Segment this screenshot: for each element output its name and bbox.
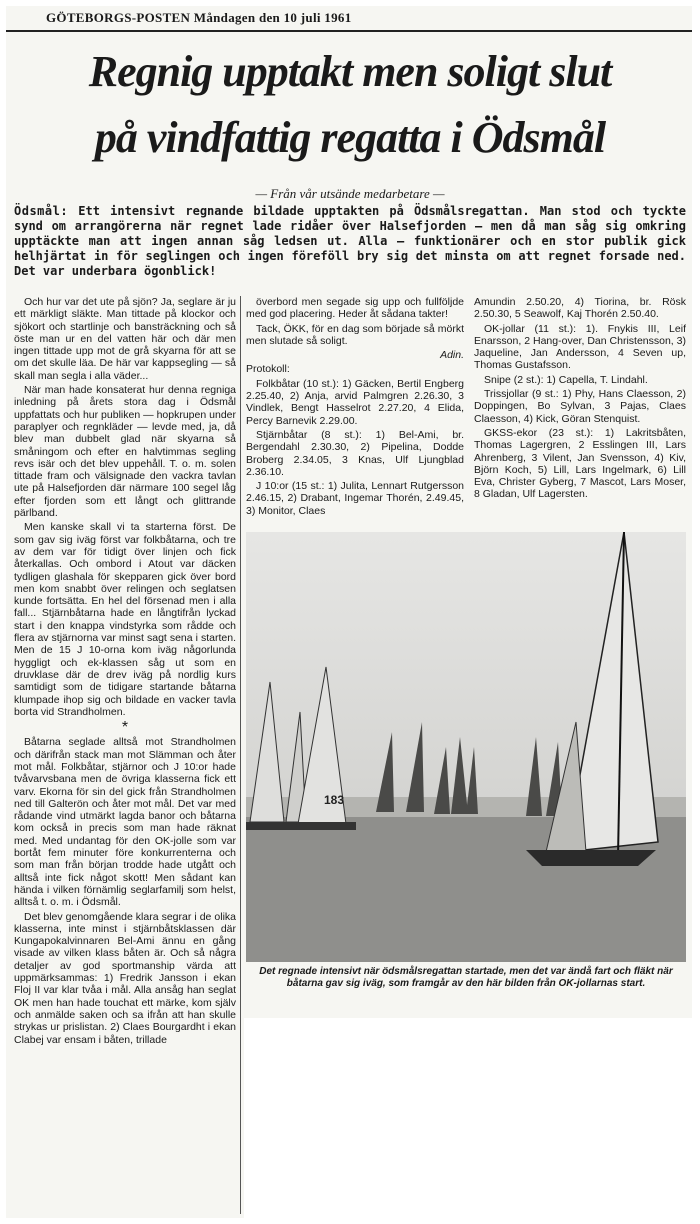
result-entry: J 10:or (15 st.: 1) Julita, Lennart Rutgersson 2.46.15, 2) Drabant, Ingemar Thorén, 2.49.45, 3) Monitor, Claes: [246, 480, 464, 517]
body-paragraph: överbord men segade sig upp och fullföljde med god placering. Heder åt sådana takter!: [246, 296, 464, 321]
column-3: [474, 296, 686, 526]
result-entry: Trissjollar (9 st.: 1) Phy, Hans Claesson, 2) Doppingen, Bo Sylvan, 3 Pajas, Claes Claesson, 4) Kick, Göran Stenquist.: [474, 388, 686, 425]
result-entry: GKSS-ekor (23 st.): 1) Lakritsbåten, Thomas Lagergren, 2 Esslingen III, Lars Ahrenberg, 3 Vilent, Jan Svensson, 4) Kiv, Björn Koch, 5) Lill, Lars Ingelmark, 6) Lill Eva, Christer Gyberg, 7 Mascot, Lars Moser, 8 Gladan, Ulf Lagersten.: [474, 426, 686, 501]
photo-caption: Det regnade intensivt när ödsmålsregattan startade, men det var ändå fart och fläkt när båtarna gav sig iväg, som framgår av den här bilden från OK-jollarnas start.: [259, 966, 673, 989]
column-1: [14, 296, 236, 1214]
author-signature: Adin.: [440, 349, 464, 362]
section-asterisk: *: [121, 719, 129, 737]
masthead-rule: [6, 30, 692, 32]
masthead: GÖTEBORGS-POSTEN Måndagen den 10 juli 1961: [46, 10, 352, 25]
body-paragraph: Tack, ÖKK, för en dag som började så mörkt men slutade så soligt.: [246, 322, 464, 347]
regatta-photo: [246, 532, 686, 962]
lead-text: Ett intensivt regnande bildade upptakten på Ödsmålsregattan. Man stod och tyckte synd om arrangörerna när regnet lade ridåer över Halsefjorden — men då man såg sig omkring upptäckte man att ingen annan såg ledsen ut. Alla — funktionärer och en stor publik gick helhjärtat in för seglingen och ingen föreföll bry sig det minsta om att regnet forsade ned. Det var underbara ögonblick!: [14, 204, 686, 278]
result-entry: Amundin 2.50.20, 4) Tiorina, br. Rösk 2.50.30, 5 Seawolf, Kaj Thorén 2.50.40.: [474, 296, 686, 321]
byline: — Från vår utsände medarbetare —: [255, 186, 445, 201]
body-paragraph: Det blev genomgående klara segrar i de olika klasserna, inte minst i stjärnbåtsklassen där Kungapokalvinnaren Bel-Ami ännu en gång visade av vilken klass båten är. Och så några detaljer av god sportmanship värda att uppmärksammas: 1) Fredrik Jansson i ekan Floj II var klar tvåa i mål. Alla ansåg han seglat OK men han hade touchat ett märke, kom själv och anmälde saken och sa ifrån att han skulle strykas ur prislistan. 2) Claes Bourgardht i ekan Clabej var ensam i båten, trillade: [14, 910, 236, 1046]
body-paragraph: När man hade konsaterat hur denna regniga inledning på årets stora dag i Ödsmål uppfattats och hur publiken — hopkrupen under paraplyer och regnkläder — levde med, ja, då blev man dubbelt glad när skyarna så småningom och efter en halvtimmas segling revs isär och det blev uppehåll. T. o. m. solen tittade fram och välsignade den vackra tavlan ute på Halsefjorden där närmare 100 segel låg efter fjorden som ett långt och glittrande pärlband.: [14, 384, 236, 520]
headline-line-1: Regnig upptakt men soligt slut: [88, 47, 612, 96]
column-2: [246, 296, 464, 526]
result-entry: OK-jollar (11 st.): 1). Fnykis III, Leif Enarsson, 2 Hang-over, Dan Christensson, 3) Jaqueline, Jan Andersson, 4 Seven up, Thomas Gustafsson.: [474, 322, 686, 372]
column-divider: [240, 296, 241, 1214]
headline-line-2: på vindfattig regatta i Ödsmål: [94, 113, 606, 162]
body-paragraph: Och hur var det ute på sjön? Ja, seglare är ju ett märkligt släkte. Man tittade på klockor och sjökort och startlinje och bansträckning och så öste man ur en del vatten här och där men ingen tittade upp mot de grå skyarna för att se om det skulle läa. De här var kappsegling — så skall man segla i alla väder...: [14, 296, 236, 382]
lead-paragraph: [14, 204, 686, 279]
result-entry: Snipe (2 st.): 1) Capella, T. Lindahl.: [484, 373, 648, 386]
sail-number-label: 183: [324, 793, 345, 807]
body-paragraph: Men kanske skall vi ta starterna först. De som gav sig iväg först var folkbåtarna, och tre av dem var för tidigt över linjen och fick återkallas. Och ombord i Atout var däcken tydligen glashala för skepparen gick över bord men kom snabbt över relingen och seglatsen kunde fortsätta. En hel del försenad men i alla fall... Stjärnbåtarna hade en långtifrån lyckad start i den knappa vindstyrka som rådde och flera av stjärnorna var minst sagt sena i starten. Men de 15 J 10-orna kom iväg någorlunda hyggligt och ek-klassen såg ut som en druvklase där de drev iväg på nordlig kurs samtidigt som de tidigare startande båtarna klumpade ihop sig och bildade en vacker tavla borta vid Strandholmen.: [14, 521, 236, 718]
page-margin: [244, 1018, 692, 1218]
result-entry: Stjärnbåtar (8 st.): 1) Bel-Ami, br. Bergendahl 2.30.30, 2) Pipelina, Dodde Broberg 2.34.05, 3 Knas, Ulf Ljungblad 2.36.10.: [246, 428, 464, 478]
result-entry: Folkbåtar (10 st.): 1) Gäcken, Bertil Engberg 2.25.40, 2) Anja, arvid Palmgren 2.26.30, 3 Vindlek, Bengt Hasselrot 2.27.20, 4 Elida, Percy Barnevik 2.29.00.: [246, 377, 464, 427]
body-paragraph: Båtarna seglade alltså mot Strandholmen och därifrån stack man mot Slämman och åter mot mål. Folkbåtar, stjärnor och J 10:or hade tvåvarvsbana men de övriga klasserna fick ett varv. Ekorna för sin del gick från Strandholmen ned till Galterön och åter mot mål. Det var med rådande vind utmärkt lagda banor och båtarna kom också in precis som man hade räknat med. Med undantag för den OK-jolle som var bortåt fem minuter före konkurrenterna och som man från början trodde hade utgått och alltså inte fick något skott! Men sådant kan hända i vilken förnämlig seglarfamilj som helst, alltså t. o. m. i Ödsmål.: [14, 736, 236, 909]
results-heading: Protokoll:: [246, 363, 290, 376]
lead-place: Ödsmål:: [14, 204, 69, 218]
